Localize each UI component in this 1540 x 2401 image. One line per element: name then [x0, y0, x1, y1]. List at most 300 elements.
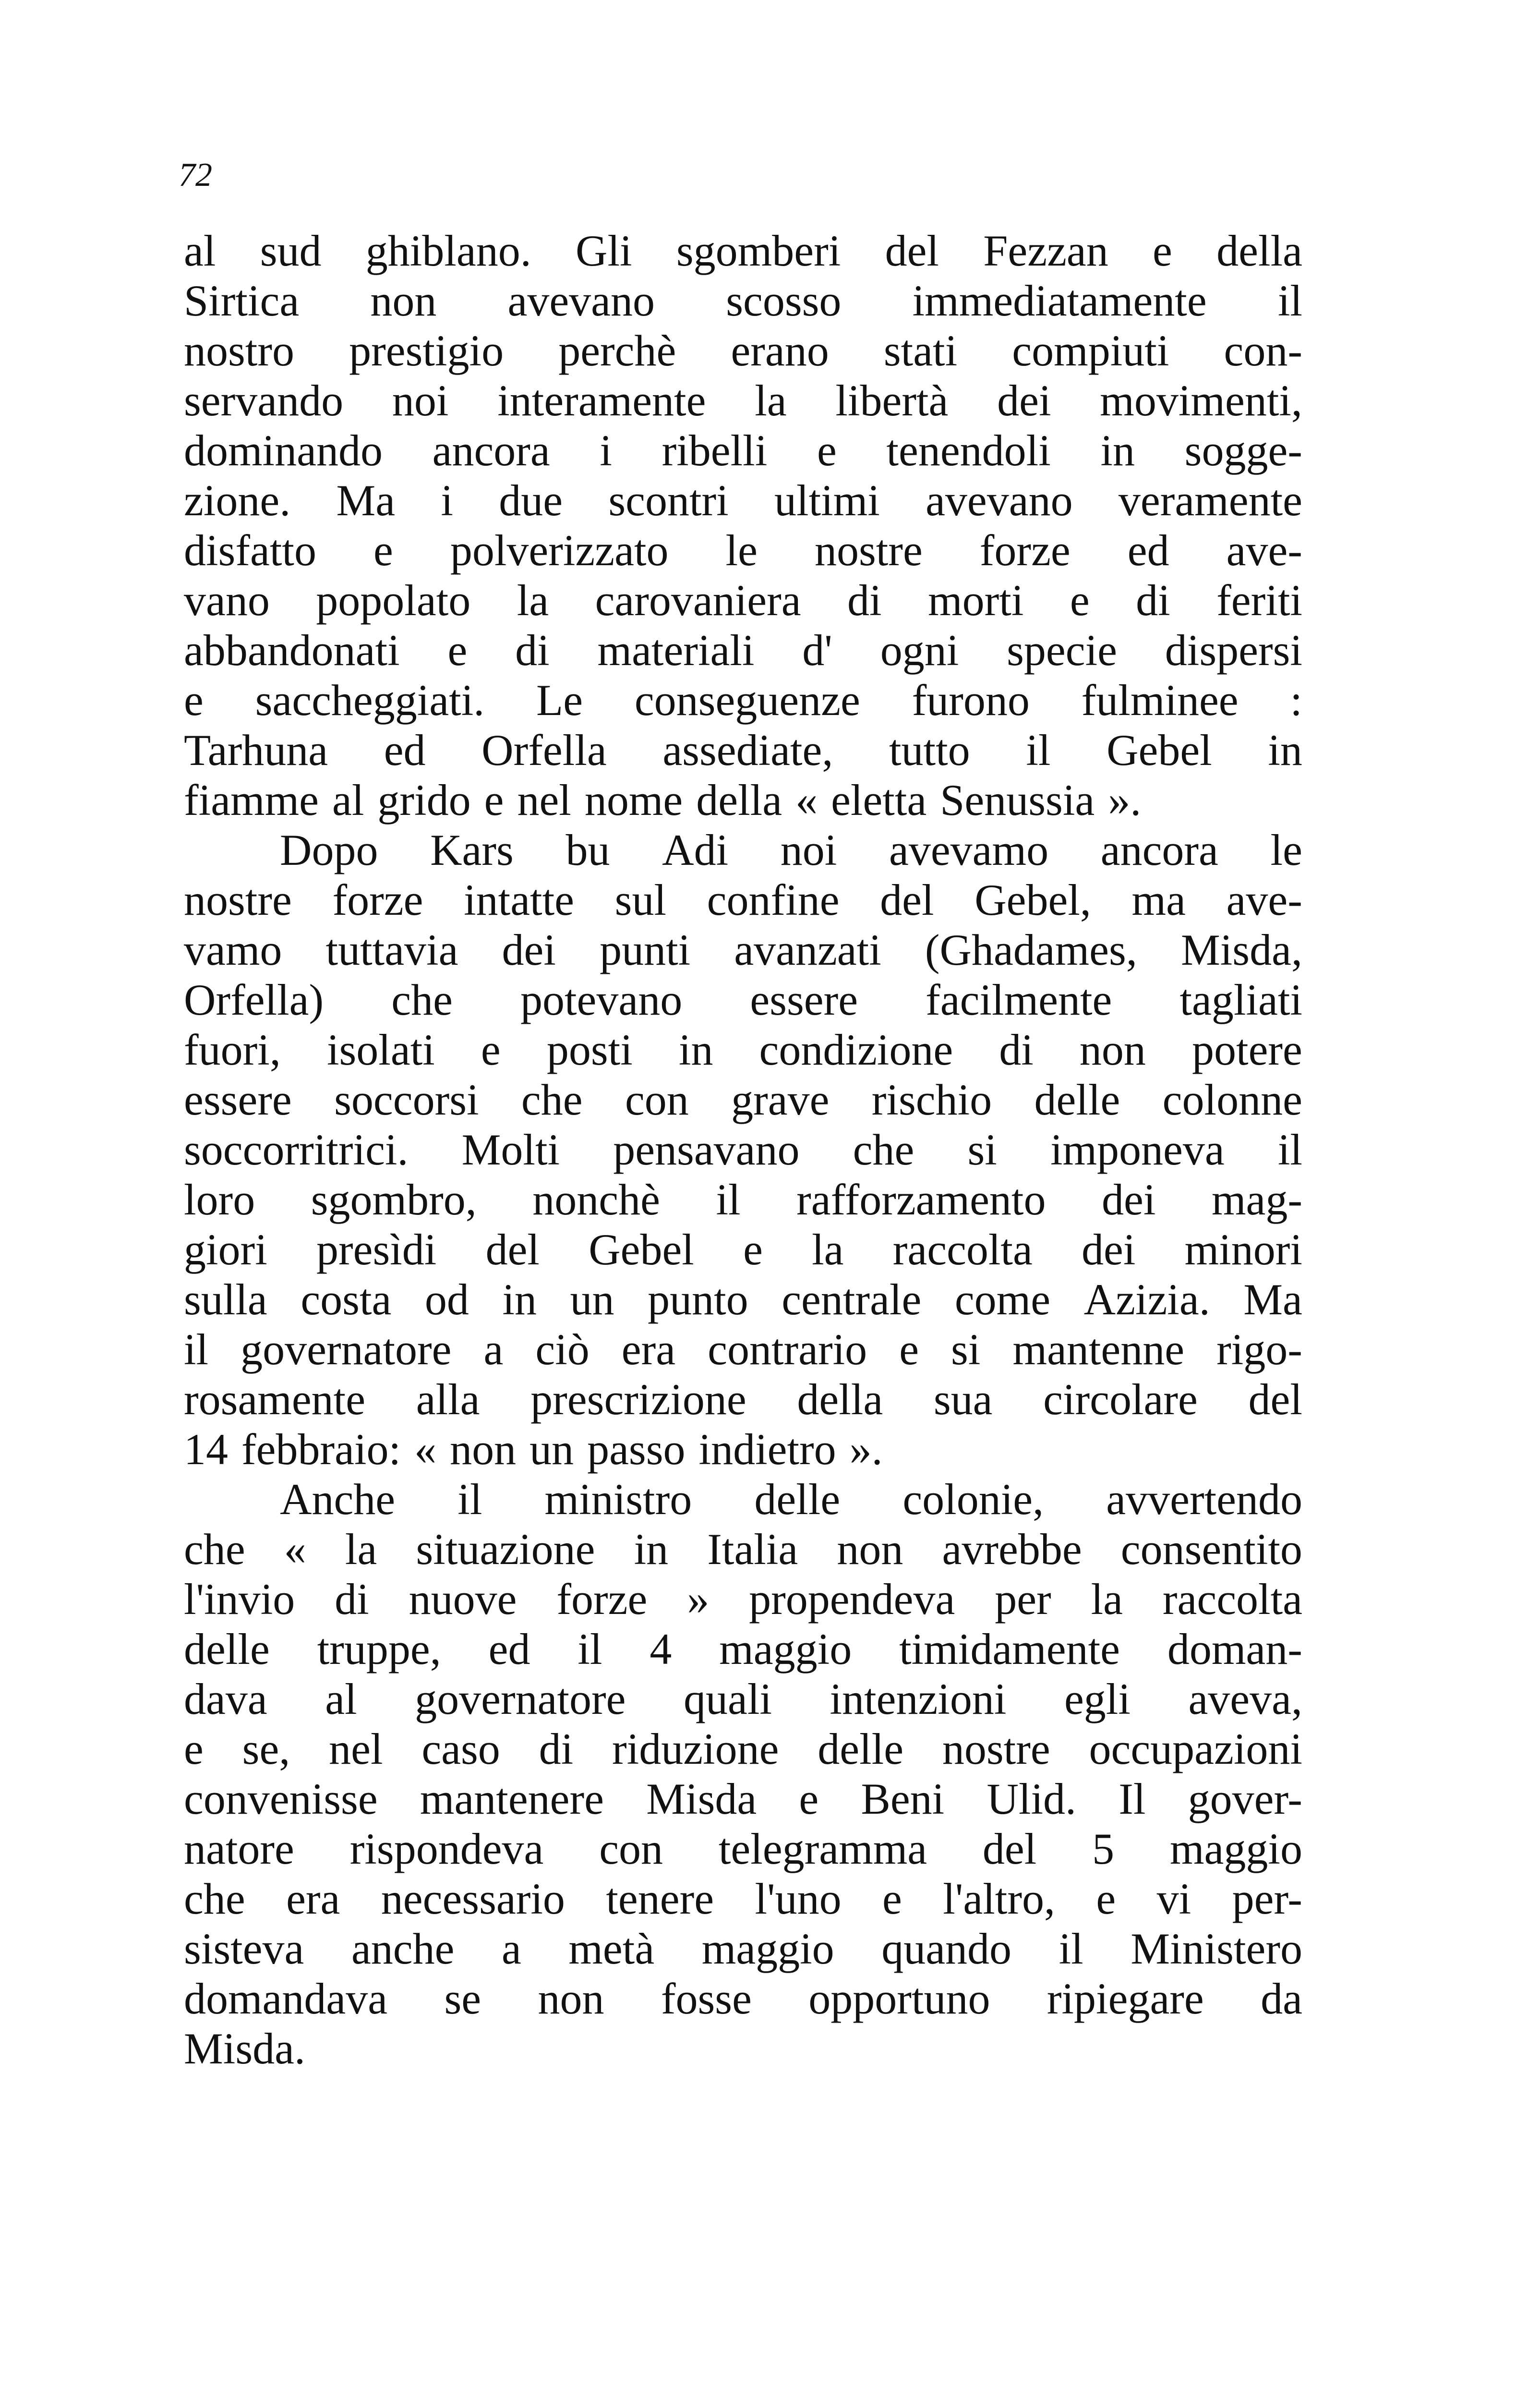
- word: dava: [184, 1674, 267, 1723]
- text-line: [184, 1824, 1302, 1874]
- word: servando: [184, 376, 344, 425]
- word: ministro: [544, 1475, 692, 1524]
- word: che: [184, 1874, 245, 1923]
- word: facilmente: [926, 975, 1112, 1024]
- word: e: [481, 1025, 501, 1074]
- word: la: [1091, 1575, 1123, 1624]
- text-line: [184, 525, 1302, 575]
- word: del: [880, 875, 934, 924]
- text-line: [184, 425, 1302, 475]
- word: ed: [384, 726, 426, 775]
- word: vano: [184, 576, 270, 625]
- word: avevano: [926, 476, 1073, 525]
- word: Orfella): [184, 975, 324, 1024]
- text-line: [184, 376, 1302, 425]
- word: non: [1079, 1025, 1146, 1074]
- word: al: [325, 1674, 357, 1723]
- word: Molti: [461, 1125, 560, 1174]
- word: delle: [184, 1625, 270, 1673]
- word: di: [999, 1025, 1034, 1074]
- word: ripiegare: [1047, 1974, 1204, 2023]
- word: fosse: [661, 1974, 752, 2023]
- text-line: [184, 975, 1302, 1025]
- word: rosamente: [184, 1375, 366, 1424]
- word: telegramma: [718, 1824, 927, 1873]
- word: da: [1261, 1974, 1302, 2023]
- word: necessario: [381, 1874, 565, 1923]
- word: assediate,: [662, 726, 833, 775]
- word: ancora: [1100, 825, 1218, 874]
- word: dei: [502, 925, 556, 974]
- word: noi: [392, 376, 449, 425]
- word: Sirtica: [184, 276, 300, 325]
- word: sua: [933, 1375, 993, 1424]
- word: del: [885, 226, 939, 275]
- word: che: [184, 1525, 245, 1574]
- word: e: [817, 426, 837, 475]
- text-line: [184, 1924, 1302, 1974]
- word: essere: [184, 1075, 292, 1124]
- word: perchè: [558, 326, 676, 375]
- word: e: [184, 676, 204, 725]
- word: punti: [600, 925, 691, 974]
- body-text: [184, 226, 1302, 2074]
- word: soccorritrici.: [184, 1125, 409, 1174]
- word: del: [982, 1824, 1037, 1873]
- word: morti: [928, 576, 1024, 625]
- word: carovaniera: [595, 576, 801, 625]
- word: movimenti,: [1100, 376, 1302, 425]
- word: occupazioni: [1089, 1724, 1302, 1773]
- word: grave: [731, 1075, 830, 1124]
- word: doman-: [1167, 1625, 1302, 1673]
- word: Tarhuna: [184, 726, 328, 775]
- word: ed: [488, 1625, 530, 1673]
- word: Misda,: [1180, 925, 1302, 974]
- word: giori: [184, 1225, 267, 1274]
- text-line: [184, 825, 1302, 875]
- word: di: [335, 1575, 369, 1624]
- word: l'invio: [184, 1575, 295, 1624]
- word: potevano: [520, 975, 683, 1024]
- word: mag-: [1211, 1175, 1302, 1224]
- word: maggio: [719, 1625, 852, 1673]
- word: »: [687, 1575, 710, 1624]
- word: i: [441, 476, 453, 525]
- text-line: [184, 1574, 1302, 1624]
- text-line: [184, 625, 1302, 675]
- word: la: [812, 1225, 844, 1274]
- word: potere: [1192, 1025, 1302, 1074]
- word: ».: [849, 1425, 883, 1474]
- word: sul: [614, 875, 667, 924]
- word: riduzione: [612, 1724, 779, 1773]
- word: se: [444, 1974, 481, 2023]
- word: mantenere: [420, 1774, 604, 1823]
- word: che: [853, 1125, 914, 1174]
- word: raccolta: [1162, 1575, 1302, 1624]
- word: indietro: [698, 1425, 836, 1474]
- word: sogge-: [1184, 426, 1302, 475]
- word: egli: [1064, 1674, 1131, 1723]
- word: due: [499, 476, 563, 525]
- text-line: [184, 226, 1302, 276]
- word: non: [837, 1525, 903, 1574]
- word: ed: [1127, 526, 1169, 575]
- word: domandava: [184, 1974, 388, 2023]
- text-line: [184, 1974, 1302, 2024]
- word: non: [450, 1425, 517, 1474]
- word: Le: [536, 676, 583, 725]
- word: erano: [731, 326, 829, 375]
- word: come: [954, 1275, 1051, 1324]
- word: Adi: [662, 825, 729, 874]
- word: l'uno: [755, 1874, 842, 1923]
- word: con-: [1224, 326, 1302, 375]
- word: per-: [1232, 1874, 1302, 1923]
- word: del: [485, 1225, 540, 1274]
- word: quali: [684, 1674, 772, 1723]
- text-line: [184, 875, 1302, 925]
- word: in: [634, 1525, 669, 1574]
- word: abbandonati: [184, 626, 400, 675]
- word: furono: [912, 676, 1030, 725]
- word: Ministero: [1131, 1924, 1302, 1973]
- word: sud: [260, 226, 322, 275]
- word: avevamo: [889, 825, 1049, 874]
- word: eletta: [831, 776, 927, 825]
- word: nostre: [814, 526, 923, 575]
- text-line: [184, 725, 1302, 775]
- word: governatore: [241, 1325, 452, 1374]
- word: governatore: [415, 1674, 626, 1723]
- word: Ma: [1243, 1275, 1302, 1324]
- word: posti: [546, 1025, 633, 1074]
- word: mantenne: [1012, 1325, 1185, 1374]
- word: natore: [184, 1824, 294, 1873]
- text-line: [184, 1624, 1302, 1674]
- word: caso: [421, 1724, 500, 1773]
- word: in: [502, 1275, 537, 1324]
- word: le: [1270, 825, 1302, 874]
- word: e: [882, 1874, 902, 1923]
- word: di: [847, 576, 882, 625]
- word: dei: [1102, 1175, 1156, 1224]
- word: compiuti: [1012, 326, 1169, 375]
- word: loro: [184, 1175, 255, 1224]
- word: feriti: [1216, 576, 1302, 625]
- word: quando: [881, 1924, 1012, 1973]
- word: Kars: [430, 825, 514, 874]
- word: scosso: [726, 276, 842, 325]
- word: Senussia: [940, 776, 1095, 825]
- word: le: [725, 526, 758, 575]
- word: e: [799, 1774, 819, 1823]
- text-line: [184, 1724, 1302, 1774]
- word: :: [1290, 676, 1302, 725]
- word: e: [1096, 1874, 1116, 1923]
- word: il: [1277, 276, 1302, 325]
- word: «: [795, 776, 818, 825]
- word: di: [515, 626, 550, 675]
- text-line: [184, 1324, 1302, 1374]
- word: i: [600, 426, 612, 475]
- word: Il: [1119, 1774, 1146, 1823]
- word: e: [899, 1325, 919, 1374]
- word: truppe,: [317, 1625, 441, 1673]
- text-line: [184, 1125, 1302, 1175]
- word: che: [521, 1075, 583, 1124]
- page-number: 72: [179, 157, 212, 194]
- word: ribelli: [662, 426, 768, 475]
- word: intatte: [464, 875, 574, 924]
- word: contrario: [708, 1325, 867, 1374]
- word: si: [951, 1325, 981, 1374]
- text-line: [184, 326, 1302, 376]
- word: Gli: [576, 226, 632, 275]
- word: Beni: [861, 1774, 945, 1823]
- word: ».: [1108, 776, 1142, 825]
- word: raccolta: [892, 1225, 1033, 1274]
- word: propendeva: [749, 1575, 955, 1624]
- word: vi: [1156, 1874, 1191, 1923]
- word: Misda.: [184, 2024, 305, 2073]
- word: non: [538, 1974, 604, 2023]
- word: la: [345, 1525, 377, 1574]
- word: con: [625, 1075, 689, 1124]
- word: sulla: [184, 1275, 267, 1324]
- text-line: [184, 1175, 1302, 1225]
- word: specie: [1007, 626, 1117, 675]
- text-line: [184, 1274, 1302, 1324]
- word: e: [484, 776, 504, 825]
- text-line: [184, 1424, 1302, 1474]
- word: nostro: [184, 326, 294, 375]
- word: per: [995, 1575, 1051, 1624]
- word: delle: [1034, 1075, 1120, 1124]
- text-line: [184, 1524, 1302, 1574]
- word: minori: [1184, 1225, 1302, 1274]
- word: nostre: [942, 1724, 1050, 1773]
- text-line: [184, 1874, 1302, 1924]
- word: Azizia.: [1083, 1275, 1210, 1324]
- word: della: [797, 1375, 883, 1424]
- text-line: [184, 276, 1302, 326]
- word: avanzati: [734, 925, 881, 974]
- word: imponeva: [1050, 1125, 1225, 1174]
- word: al: [184, 226, 216, 275]
- text-line: [184, 925, 1302, 975]
- word: intenzioni: [830, 1674, 1007, 1723]
- word: metà: [568, 1924, 655, 1973]
- word: Dopo: [280, 825, 378, 874]
- word: scontri: [608, 476, 729, 525]
- text-line: [184, 1474, 1302, 1524]
- word: circolare: [1043, 1375, 1198, 1424]
- text-line: [184, 475, 1302, 525]
- word: dei: [1082, 1225, 1136, 1274]
- word: colonne: [1162, 1075, 1302, 1124]
- word: aveva,: [1188, 1674, 1302, 1723]
- word: Ulid.: [987, 1774, 1077, 1823]
- word: passo: [587, 1425, 686, 1474]
- word: il: [578, 1625, 602, 1673]
- word: tagliati: [1179, 975, 1302, 1024]
- word: e: [373, 526, 393, 575]
- word: Gebel: [589, 1225, 694, 1274]
- word: rafforzamento: [796, 1175, 1046, 1224]
- text-line: [184, 1075, 1302, 1125]
- word: Gebel,: [975, 875, 1091, 924]
- text-line: [184, 1774, 1302, 1824]
- word: a: [501, 1924, 521, 1973]
- word: fulminee: [1081, 676, 1239, 725]
- word: avevano: [507, 276, 655, 325]
- word: alla: [416, 1375, 480, 1424]
- word: nel: [329, 1724, 383, 1773]
- word: Anche: [280, 1475, 396, 1524]
- word: Italia: [707, 1525, 798, 1574]
- word: tutto: [889, 726, 970, 775]
- word: interamente: [497, 376, 706, 425]
- word: il: [716, 1175, 741, 1224]
- word: della: [696, 776, 782, 825]
- word: vamo: [184, 925, 282, 974]
- word: gover-: [1188, 1774, 1302, 1823]
- word: «: [414, 1425, 437, 1474]
- word: nuove: [409, 1575, 517, 1624]
- word: delle: [818, 1724, 904, 1773]
- word: nel: [517, 776, 571, 825]
- word: dispersi: [1165, 626, 1302, 675]
- word: e: [743, 1225, 763, 1274]
- word: e: [1153, 226, 1172, 275]
- word: disfatto: [184, 526, 316, 575]
- word: 4: [650, 1625, 672, 1673]
- word: il: [1026, 726, 1051, 775]
- word: (Ghadames,: [925, 925, 1137, 974]
- word: immediatamente: [912, 276, 1207, 325]
- word: nome: [584, 776, 683, 825]
- word: grido: [377, 776, 471, 825]
- word: il: [1277, 1125, 1302, 1174]
- word: costa: [301, 1275, 392, 1324]
- word: sisteva: [184, 1924, 304, 1973]
- word: nonchè: [532, 1175, 660, 1224]
- word: e: [447, 626, 468, 675]
- word: ave-: [1226, 526, 1302, 575]
- word: con: [599, 1824, 663, 1873]
- word: si: [967, 1125, 997, 1174]
- word: ancora: [432, 426, 550, 475]
- word: era: [286, 1874, 340, 1923]
- word: 14: [184, 1425, 228, 1474]
- word: della: [1216, 226, 1302, 275]
- text-line: [184, 2024, 1302, 2074]
- word: ave-: [1226, 875, 1302, 924]
- word: febbraio:: [241, 1425, 401, 1474]
- word: dei: [997, 376, 1051, 425]
- word: tenendoli: [886, 426, 1051, 475]
- word: forze: [556, 1575, 648, 1624]
- word: polverizzato: [450, 526, 669, 575]
- word: un: [570, 1275, 614, 1324]
- word: del: [1248, 1375, 1302, 1424]
- text-line: [184, 1374, 1302, 1424]
- word: al: [332, 776, 364, 825]
- word: d': [802, 626, 832, 675]
- word: avrebbe: [942, 1525, 1082, 1574]
- word: «: [284, 1525, 306, 1574]
- word: situazione: [416, 1525, 595, 1574]
- word: forze: [332, 875, 423, 924]
- word: veramente: [1118, 476, 1302, 525]
- word: sgomberi: [676, 226, 841, 275]
- text-line: [184, 1674, 1302, 1724]
- word: era: [621, 1325, 676, 1374]
- word: la: [517, 576, 549, 625]
- word: presìdi: [316, 1225, 437, 1274]
- word: timidamente: [899, 1625, 1120, 1673]
- word: 5: [1092, 1824, 1115, 1873]
- word: che: [391, 975, 453, 1024]
- text-line: [184, 675, 1302, 725]
- word: conseguenze: [634, 676, 860, 725]
- word: in: [678, 1025, 713, 1074]
- word: prestigio: [349, 326, 504, 375]
- word: materiali: [597, 626, 755, 675]
- word: punto: [648, 1275, 748, 1324]
- word: non: [370, 276, 437, 325]
- word: tuttavia: [325, 925, 458, 974]
- word: ogni: [880, 626, 959, 675]
- word: Orfella: [481, 726, 607, 775]
- word: popolato: [316, 576, 471, 625]
- text-line: [184, 1025, 1302, 1075]
- word: condizione: [759, 1025, 953, 1074]
- word: essere: [750, 975, 858, 1024]
- word: opportuno: [808, 1974, 990, 2023]
- word: rigo-: [1216, 1325, 1302, 1374]
- word: avvertendo: [1106, 1475, 1302, 1524]
- text-line: [184, 575, 1302, 625]
- word: ciò: [535, 1325, 590, 1374]
- word: noi: [780, 825, 837, 874]
- word: se,: [242, 1724, 290, 1773]
- word: consentito: [1120, 1525, 1302, 1574]
- word: forze: [979, 526, 1071, 575]
- word: centrale: [782, 1275, 922, 1324]
- word: Fezzan: [983, 226, 1108, 275]
- word: e: [1070, 576, 1090, 625]
- word: l'altro,: [943, 1874, 1055, 1923]
- word: isolati: [326, 1025, 435, 1074]
- word: zione.: [184, 476, 291, 525]
- word: ultimi: [774, 476, 880, 525]
- word: ma: [1131, 875, 1186, 924]
- word: in: [1268, 726, 1302, 775]
- word: delle: [754, 1475, 841, 1524]
- word: libertà: [835, 376, 949, 425]
- word: di: [539, 1724, 574, 1773]
- word: bu: [565, 825, 610, 874]
- word: il: [184, 1325, 209, 1374]
- word: maggio: [701, 1924, 834, 1973]
- word: fiamme: [184, 776, 319, 825]
- word: tenere: [606, 1874, 714, 1923]
- text-line: [184, 1225, 1302, 1274]
- word: confine: [707, 875, 840, 924]
